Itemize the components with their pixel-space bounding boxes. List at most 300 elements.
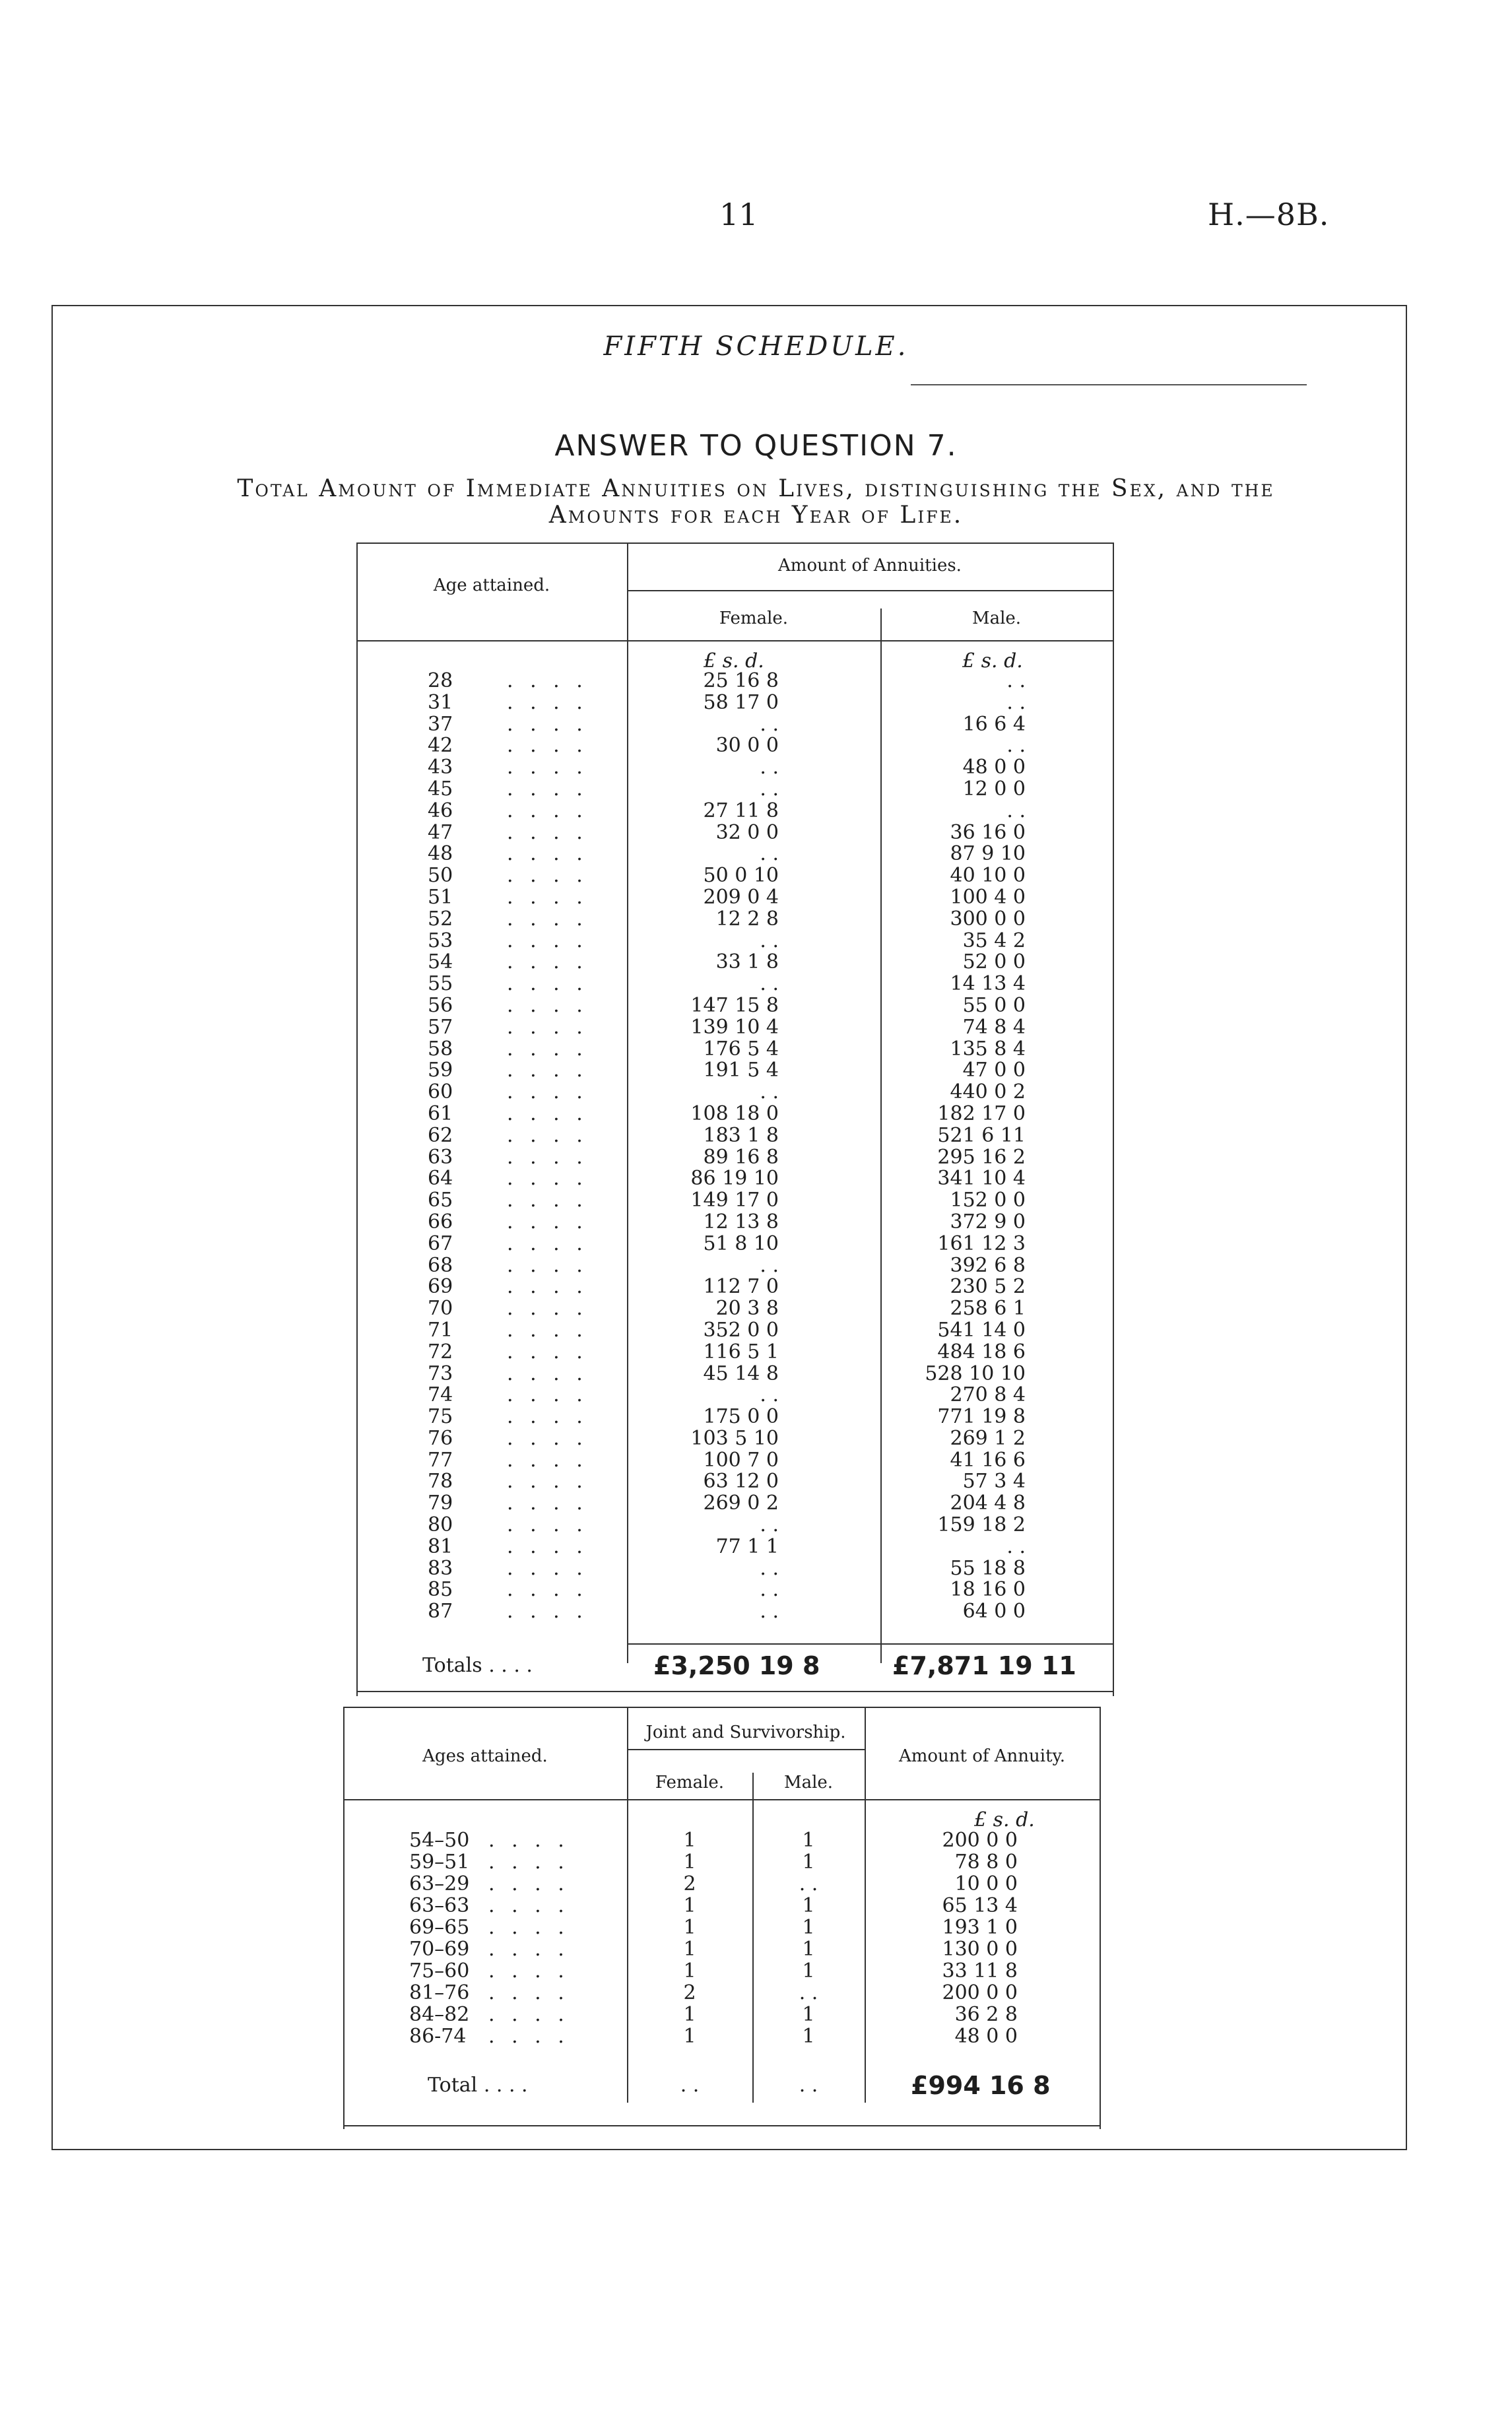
male-currency-units: £ s. d. [962,649,1023,673]
table1-age-divider [627,542,628,1663]
leader-dots: . . . . [507,1556,588,1580]
female-amount-cell: 108 18 0 [690,1101,779,1125]
male-amount-cell: 135 8 4 [950,1037,1026,1061]
t2-female-header: Female. [655,1773,725,1792]
age-cell-value: 87 [428,1600,453,1624]
male-amount-cell: 521 6 11 [937,1123,1026,1147]
age-cell [428,1320,619,1342]
age-cell-value: 85 [428,1578,453,1602]
age-cell [428,1450,619,1472]
male-amount-cell: . . [1006,799,1026,822]
female-amount-cell: 33 1 8 [715,950,779,974]
ages-cell [409,1960,620,1982]
age-cell-value: 52 [428,907,453,931]
age-cell [428,1276,619,1298]
leader-dots: . . . . [507,1059,588,1082]
female-amount-cell: 103 5 10 [690,1426,779,1450]
age-cell-value: 45 [428,777,453,801]
male-amount-cell: 341 10 4 [937,1167,1026,1191]
age-cell-value: 79 [428,1492,453,1515]
female-amount-cell: . . [760,1253,779,1277]
male-amount-cell: 152 0 0 [950,1189,1026,1212]
age-cell [428,735,619,757]
female-amount-cell: . . [760,842,779,866]
age-cell [428,1515,619,1536]
female-amount-cell: 100 7 0 [703,1448,779,1472]
t2-amount-cell: 193 1 0 [942,1916,1018,1939]
age-cell-value: 37 [428,712,453,736]
ages-cell [409,1982,620,2004]
female-amount-cell: 20 3 8 [715,1297,779,1321]
age-cell-value: 75 [428,1405,453,1429]
leader-dots: . . . . [507,1492,588,1515]
table2-right-rule [1100,1707,1101,2129]
leader-dots: . . . . [507,1015,588,1039]
male-amount-cell: 14 13 4 [950,972,1026,996]
age-cell [428,1147,619,1169]
leader-dots: . . . . [507,1426,588,1450]
male-amount-cell: 36 16 0 [950,820,1026,844]
age-attained-header: Age attained. [433,575,550,595]
leader-dots: . . . . [488,2003,570,2026]
male-amount-cell: 48 0 0 [962,756,1026,779]
ages-cell-value: 84–82 [409,2003,470,2026]
male-amount-cell: 269 1 2 [950,1426,1026,1450]
t2-female-cell: 1 [683,2003,696,2026]
t2-male-cell: . . [799,1981,818,2004]
age-cell [428,1364,619,1385]
female-amount-cell: 352 0 0 [703,1318,779,1342]
leader-dots: . . . . [507,1232,588,1255]
age-cell [428,1298,619,1320]
male-amount-cell: 204 4 8 [950,1492,1026,1515]
age-cell [428,714,619,736]
age-cell [428,1168,619,1190]
age-cell-value: 28 [428,669,453,692]
age-cell [428,1125,619,1147]
ages-cell-value: 63–63 [409,1894,470,1917]
t2-female-cell: 1 [683,1916,696,1939]
leader-dots: . . . . [507,1362,588,1385]
t2-amount-cell: 65 13 4 [942,1894,1018,1917]
t2-male-header: Male. [783,1773,834,1792]
leader-dots: . . . . [507,1578,588,1602]
male-amount-cell: 41 16 6 [950,1448,1026,1472]
age-cell [428,909,619,931]
male-amount-cell: 55 0 0 [962,993,1026,1017]
t2-total-female: . . [680,2074,700,2097]
age-cell [428,671,619,692]
leader-dots: . . . . [488,1938,570,1961]
ages-cell-value: 81–76 [409,1981,470,2004]
t2-amount-column [871,1829,1018,2047]
joint-survivorship-table [343,1707,1101,2129]
leader-dots: . . . . [507,1534,588,1558]
age-cell [428,1385,619,1406]
t2-total-amount: £994 16 8 [911,2071,1051,2100]
female-amount-cell: 116 5 1 [703,1340,779,1364]
male-amount-cell: 47 0 0 [962,1059,1026,1082]
leader-dots: . . . . [507,1080,588,1104]
female-amount-cell: . . [760,1513,779,1537]
age-cell-value: 46 [428,799,453,822]
age-cell-value: 54 [428,950,453,974]
ages-cell-value: 70–69 [409,1938,470,1961]
t2-amount-cell: 48 0 0 [954,2025,1018,2048]
male-amount-cell: 40 10 0 [950,864,1026,888]
age-cell [428,1190,619,1212]
question-title: ANSWER TO QUESTION 7. [554,429,958,463]
female-amount-cell: 183 1 8 [703,1123,779,1147]
female-amount-cell: . . [760,1556,779,1580]
t2-amount-cell: 10 0 0 [954,1872,1018,1895]
age-cell-value: 78 [428,1470,453,1494]
female-amount-cell: 12 13 8 [703,1210,779,1233]
male-amount-cell: 230 5 2 [950,1275,1026,1299]
leader-dots: . . . . [507,690,588,714]
leader-dots: . . . . [507,1275,588,1299]
t2-male-cell: 1 [802,2003,815,2026]
table1-right-rule [1113,542,1114,1696]
female-amount-cell: 139 10 4 [690,1015,779,1039]
leader-dots: . . . . [507,864,588,888]
female-amount-cell: 269 0 2 [703,1492,779,1515]
female-amount-cell: 45 14 8 [703,1362,779,1385]
age-cell-value: 77 [428,1448,453,1472]
female-amount-cell: 25 16 8 [703,669,779,692]
male-amount-cell: 35 4 2 [962,929,1026,952]
male-amount-cell: 18 16 0 [950,1578,1026,1602]
female-amount-cell: . . [760,972,779,996]
t2-female-column [627,1829,752,2047]
female-amount-cell: . . [760,1578,779,1602]
leader-dots: . . . . [507,993,588,1017]
female-amount-cell: 175 0 0 [703,1405,779,1429]
age-cell-value: 53 [428,929,453,952]
male-amount-cell: . . [1006,1534,1026,1558]
leader-dots: . . . . [507,820,588,844]
age-cell-value: 48 [428,842,453,866]
age-cell [428,1017,619,1039]
male-amount-cell: 52 0 0 [962,950,1026,974]
leader-dots: . . . . [488,1829,570,1852]
age-cell [428,1342,619,1364]
table2-group-rule [627,1749,865,1750]
age-cell-value: 62 [428,1123,453,1147]
table2-top-rule [343,1707,1101,1708]
leader-dots: . . . . [507,799,588,822]
age-cell [428,995,619,1017]
age-cell-value: 72 [428,1340,453,1364]
t2-female-cell: 1 [683,1938,696,1961]
age-cell-value: 68 [428,1253,453,1277]
leader-dots: . . . . [507,1297,588,1321]
leader-dots: . . . . [507,950,588,974]
leader-dots: . . . . [507,777,588,801]
t2-female-cell: 1 [683,1894,696,1917]
leader-dots: . . . . [507,972,588,996]
table2-left-rule [343,1707,345,2129]
t2-male-cell: . . [799,1872,818,1895]
ages-cell-value: 63–29 [409,1872,470,1895]
age-cell-value: 58 [428,1037,453,1061]
age-column [428,671,619,1623]
female-amount-cell: 51 8 10 [703,1232,779,1255]
male-amount-cell: 295 16 2 [937,1145,1026,1169]
female-amount-cell: 89 16 8 [703,1145,779,1169]
age-cell-value: 69 [428,1275,453,1299]
female-amount-cell: 149 17 0 [690,1189,779,1212]
male-amount-cell: 484 18 6 [937,1340,1026,1364]
male-amount-cell: 57 3 4 [962,1470,1026,1494]
joint-survivorship-header: Joint and Survivorship. [645,1723,846,1742]
leader-dots: . . . . [507,929,588,952]
table1-bottom-rule [356,1691,1114,1692]
male-amount-cell: 300 0 0 [950,907,1026,931]
female-amount-cell: . . [760,712,779,736]
male-amount-cell: 182 17 0 [937,1101,1026,1125]
leader-dots: . . . . [488,1894,570,1917]
leader-dots: . . . . [507,1405,588,1429]
age-cell-value: 59 [428,1059,453,1082]
age-cell-value: 76 [428,1426,453,1450]
age-cell [428,1212,619,1233]
t2-amount-cell: 36 2 8 [954,2003,1018,2026]
table1-left-rule [356,542,358,1696]
ages-cell-value: 86-74 [409,2025,467,2048]
table1-top-rule [356,542,1114,544]
table-description-line-1: Total Amount of Immediate Annuities on Lives, distinguishing the Sex, and the [237,475,1275,502]
t2-male-cell: 1 [802,1829,815,1852]
age-cell-value: 63 [428,1145,453,1169]
age-cell [428,1428,619,1450]
male-amount-cell: 771 19 8 [937,1405,1026,1429]
age-cell-value: 51 [428,885,453,909]
leader-dots: . . . . [488,2025,570,2048]
age-cell [428,1579,619,1601]
ages-cell-value: 69–65 [409,1916,470,1939]
ages-cell-value: 59–51 [409,1851,470,1874]
ages-cell [409,1895,620,1917]
male-amount-cell: 16 6 4 [962,712,1026,736]
age-cell-value: 66 [428,1210,453,1233]
age-cell-value: 74 [428,1383,453,1407]
amount-of-annuity-header: Amount of Annuity. [898,1746,1066,1766]
male-amount-cell: 258 6 1 [950,1297,1026,1321]
schedule-title: FIFTH SCHEDULE. [603,331,909,362]
age-cell-value: 64 [428,1167,453,1191]
female-amount-cell: 30 0 0 [715,734,779,758]
male-amount-cell: 100 4 0 [950,885,1026,909]
leader-dots: . . . . [507,1253,588,1277]
leader-dots: . . . . [507,734,588,758]
age-cell [428,692,619,714]
age-cell [428,1060,619,1082]
t2-male-cell: 1 [802,1959,815,1983]
female-amount-cell: 27 11 8 [703,799,779,822]
age-cell-value: 57 [428,1015,453,1039]
male-amount-cell: 87 9 10 [950,842,1026,866]
leader-dots: . . . . [507,1448,588,1472]
male-amount-cell: 159 18 2 [937,1513,1026,1537]
ages-cell [409,1873,620,1895]
age-cell [428,757,619,779]
age-cell-value: 47 [428,820,453,844]
table2-header-rule [343,1799,1101,1800]
ages-cell [409,1851,620,1873]
age-cell-value: 65 [428,1189,453,1212]
age-cell-value: 31 [428,690,453,714]
leader-dots: . . . . [507,1167,588,1191]
female-amount-cell: . . [760,1383,779,1407]
leader-dots: . . . . [488,1872,570,1895]
leader-dots: . . . . [507,885,588,909]
female-amount-cell: . . [760,1080,779,1104]
leader-dots: . . . . [507,1210,588,1233]
leader-dots: . . . . [507,756,588,779]
ages-cell [409,1829,620,1851]
leader-dots: . . . . [488,1851,570,1874]
t2-total-male: . . [799,2074,818,2097]
age-cell [428,1536,619,1558]
t2-female-cell: 2 [683,1872,696,1895]
age-cell [428,1039,619,1061]
table1-totals-rule [627,1643,1113,1645]
t2-female-cell: 1 [683,1829,696,1852]
age-cell [428,822,619,844]
t2-female-cell: 1 [683,1851,696,1874]
female-amount-cell: 86 19 10 [690,1167,779,1191]
age-cell [428,1493,619,1515]
t2-amount-cell: 200 0 0 [942,1829,1018,1852]
table1-header-rule [356,640,1114,641]
age-cell [428,1082,619,1103]
female-amount-cell: 176 5 4 [703,1037,779,1061]
leader-dots: . . . . [507,1037,588,1061]
female-amount-cell: 77 1 1 [715,1534,779,1558]
leader-dots: . . . . [507,1600,588,1624]
t2-male-cell: 1 [802,2025,815,2048]
age-cell-value: 56 [428,993,453,1017]
age-cell [428,843,619,865]
age-cell-value: 70 [428,1297,453,1321]
female-amount-cell: . . [760,1600,779,1624]
age-cell-value: 71 [428,1318,453,1342]
t2-female-cell: 1 [683,2025,696,2048]
t2-male-column [752,1829,865,2047]
female-currency-units: £ s. d. [704,649,764,673]
leader-dots: . . . . [507,1340,588,1364]
t2-female-cell: 1 [683,1959,696,1983]
age-cell [428,801,619,822]
age-cell [428,973,619,995]
age-cell [428,779,619,801]
age-cell-value: 61 [428,1101,453,1125]
male-amount-cell: 270 8 4 [950,1383,1026,1407]
male-amount-cell: 440 0 2 [950,1080,1026,1104]
ages-cell [409,1917,620,1938]
t2-amount-cell: 200 0 0 [942,1981,1018,2004]
leader-dots: . . . . [507,1101,588,1125]
leader-dots: . . . . [488,1981,570,2004]
leader-dots: . . . . [488,1959,570,1983]
table2-bottom-rule [343,2125,1101,2126]
female-amount-cell: 112 7 0 [703,1275,779,1299]
male-amount-cell: 392 6 8 [950,1253,1026,1277]
age-cell-value: 50 [428,864,453,888]
male-amount-cell: . . [1006,690,1026,714]
amount-of-annuities-header: Amount of Annuities. [778,556,962,575]
t2-ages-column [409,1829,620,2047]
leader-dots: . . . . [507,842,588,866]
female-amount-cell: 209 0 4 [703,885,779,909]
age-cell [428,1406,619,1428]
male-amount-cell: 541 14 0 [937,1318,1026,1342]
age-cell [428,1558,619,1580]
t2-male-cell: 1 [802,1938,815,1961]
leader-dots: . . . . [507,669,588,692]
leader-dots: . . . . [507,1318,588,1342]
male-total: £7,871 19 11 [892,1651,1076,1680]
t2-female-cell: 2 [683,1981,696,2004]
age-cell-value: 81 [428,1534,453,1558]
leader-dots: . . . . [507,712,588,736]
leader-dots: . . . . [507,1145,588,1169]
female-total: £3,250 19 8 [653,1651,820,1680]
male-amount-cell: . . [1006,669,1026,692]
t2-currency-units: £ s. d. [974,1808,1035,1831]
female-amount-cell: 63 12 0 [703,1470,779,1494]
t2-amount-cell: 130 0 0 [942,1938,1018,1961]
leader-dots: . . . . [507,1383,588,1407]
page-reference: H.—8B. [1208,197,1330,232]
female-column [634,671,779,1623]
table2-amount-divider [865,1707,866,2103]
female-amount-cell: 50 0 10 [703,864,779,888]
age-cell-value: 43 [428,756,453,779]
male-amount-cell: 74 8 4 [962,1015,1026,1039]
female-amount-cell: 191 5 4 [703,1059,779,1082]
leader-dots: . . . . [488,1916,570,1939]
age-cell [428,931,619,952]
age-cell-value: 60 [428,1080,453,1104]
leader-dots: . . . . [507,907,588,931]
age-cell [428,1255,619,1277]
age-cell [428,1233,619,1255]
t2-amount-cell: 33 11 8 [942,1959,1018,1983]
totals-label: Totals . . . . [422,1654,533,1677]
female-amount-cell: . . [760,756,779,779]
t2-male-cell: 1 [802,1851,815,1874]
t2-total-label: Total . . . . [428,2074,528,2097]
female-amount-cell: 12 2 8 [715,907,779,931]
ages-cell-value: 75–60 [409,1959,470,1983]
ages-cell-value: 54–50 [409,1829,470,1852]
t2-male-cell: 1 [802,1916,815,1939]
male-amount-cell: . . [1006,734,1026,758]
leader-dots: . . . . [507,1189,588,1212]
ages-attained-header: Ages attained. [422,1746,548,1766]
age-cell-value: 73 [428,1362,453,1385]
male-amount-cell: 161 12 3 [937,1232,1026,1255]
age-cell [428,865,619,887]
female-header: Female. [719,608,789,628]
table-description-line-2: Amounts for each Year of Life. [548,502,964,529]
page-number: 11 [719,197,758,232]
age-cell-value: 83 [428,1556,453,1580]
age-cell [428,952,619,973]
age-cell [428,1601,619,1623]
